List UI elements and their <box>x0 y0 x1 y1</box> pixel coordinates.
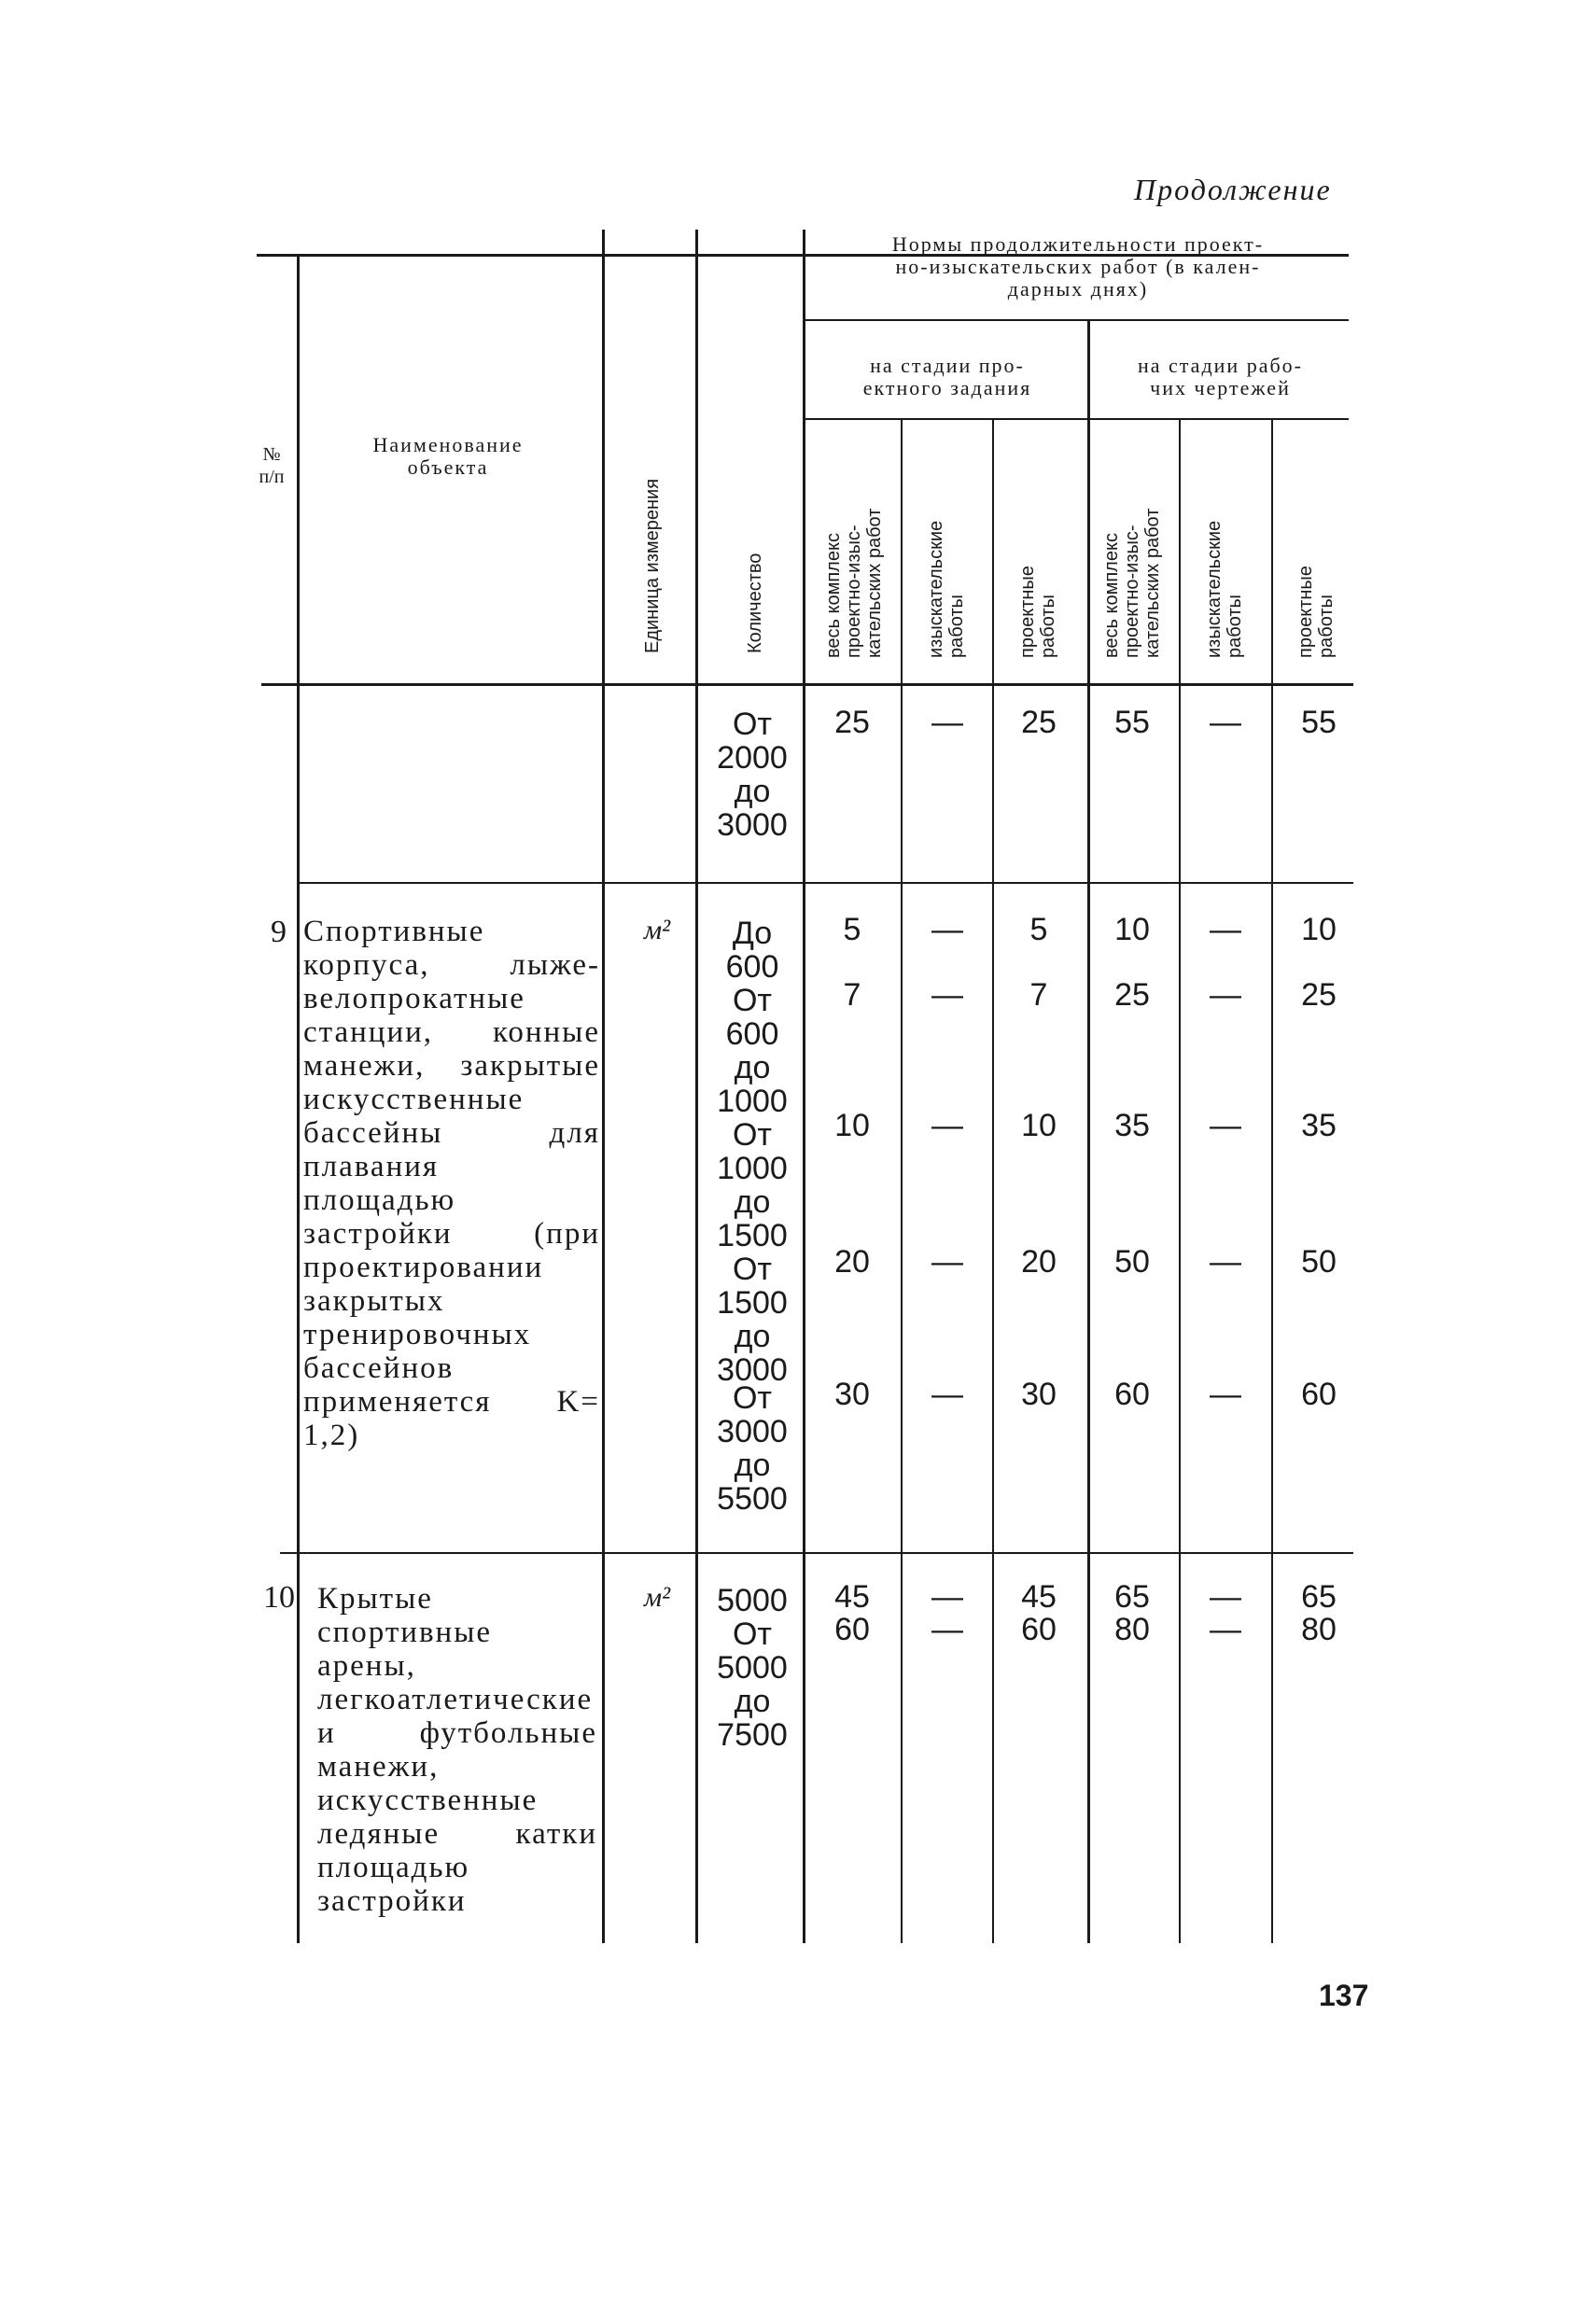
value-cell: 65 <box>1114 1579 1150 1615</box>
qty-cell: От 1500 до 3000 <box>717 1252 788 1388</box>
value-cell: 55 <box>1301 705 1337 740</box>
value-cell: 35 <box>1301 1108 1337 1143</box>
header-sub-all-2: весь комплекс проектно-изыс- кательских работ <box>1101 508 1163 658</box>
value-cell: 25 <box>1114 977 1150 1013</box>
value-cell: 60 <box>1021 1612 1057 1647</box>
value-cell: 45 <box>834 1579 870 1615</box>
value-cell: — <box>1210 912 1241 947</box>
qty-cell: До 600 <box>725 916 779 985</box>
value-cell: — <box>1210 705 1241 740</box>
value-cell: — <box>931 1244 963 1280</box>
qty-cell: От 2000 до 3000 <box>717 707 788 843</box>
value-cell: — <box>931 1579 963 1615</box>
header-sub-design-2: проектные работы <box>1295 566 1337 658</box>
value-cell: — <box>931 912 963 947</box>
value-cell: 25 <box>1301 977 1337 1013</box>
value-cell: 60 <box>834 1612 870 1647</box>
value-cell: 80 <box>1301 1612 1337 1647</box>
value-cell: 7 <box>843 977 861 1013</box>
qty-cell: От 1000 до 1500 <box>717 1117 788 1253</box>
value-cell: — <box>1210 1579 1241 1615</box>
value-cell: 55 <box>1114 705 1150 740</box>
unit-cell: м² <box>644 915 671 945</box>
value-cell: 10 <box>1021 1108 1057 1143</box>
value-cell: 65 <box>1301 1579 1337 1615</box>
value-cell: 45 <box>1021 1579 1057 1615</box>
value-cell: 25 <box>834 705 870 740</box>
unit-cell: м² <box>644 1582 671 1613</box>
qty-cell: От 3000 до 5500 <box>717 1380 788 1517</box>
value-cell: 5 <box>1029 912 1048 947</box>
value-cell: 80 <box>1114 1612 1150 1647</box>
header-stage-working: на стадии рабо- чих чертежей <box>1138 354 1303 399</box>
value-cell: 10 <box>1114 912 1150 947</box>
header-num: № п/п <box>259 444 285 487</box>
value-cell: — <box>931 705 963 740</box>
value-cell: 10 <box>1301 912 1337 947</box>
value-cell: 10 <box>834 1108 870 1143</box>
row-number: 10 <box>263 1580 295 1615</box>
header-stage-project: на стадии про- ектного задания <box>862 354 1032 399</box>
continuation-label: Продолжение <box>1134 173 1332 206</box>
value-cell: 20 <box>1021 1244 1057 1280</box>
value-cell: 7 <box>1029 977 1048 1013</box>
header-sub-survey-1: изыскательские работы <box>926 520 967 658</box>
header-unit: Единица измерения <box>642 478 663 653</box>
row-number: 9 <box>271 915 287 949</box>
value-cell: — <box>931 1108 963 1143</box>
value-cell: — <box>931 977 963 1013</box>
value-cell: 60 <box>1114 1377 1150 1412</box>
header-norms: Нормы продолжительности проект- но-изыскательских работ (в кален- дарных днях) <box>891 232 1265 301</box>
value-cell: 25 <box>1021 705 1057 740</box>
header-name: Наименование объекта <box>372 433 524 479</box>
value-cell: 60 <box>1301 1377 1337 1412</box>
header-sub-all-1: весь комплекс проектно-изыс- кательских работ <box>823 508 885 658</box>
value-cell: 20 <box>834 1244 870 1280</box>
header-sub-survey-2: изыскательские работы <box>1204 520 1245 658</box>
qty-cell: От 5000 до 7500 <box>717 1616 788 1753</box>
value-cell: — <box>1210 1612 1241 1647</box>
value-cell: 50 <box>1114 1244 1150 1280</box>
page-number: 137 <box>1319 1979 1369 2012</box>
value-cell: — <box>931 1612 963 1647</box>
header-sub-design-1: проектные работы <box>1017 566 1058 658</box>
value-cell: 50 <box>1301 1244 1337 1280</box>
value-cell: 35 <box>1114 1108 1150 1143</box>
qty-cell: От 600 до 1000 <box>717 983 788 1119</box>
value-cell: 5 <box>843 912 861 947</box>
object-name: Спортивные корпуса, лыже-велопрокатные станции, конные манежи, закрытые искусственные бассейны для плавания площадью застройки (при проектировании закрытых тренировочных бассейнов применяется K= 1,2) <box>303 915 600 1452</box>
value-cell: — <box>931 1377 963 1412</box>
value-cell: 30 <box>834 1377 870 1412</box>
object-name: Крытые спортивные арены, легкоатлетические и футбольные манежи, искусственные ледяные катки площадью застройки <box>317 1582 597 1918</box>
value-cell: — <box>1210 977 1241 1013</box>
qty-cell: 5000 <box>717 1583 788 1618</box>
value-cell: — <box>1210 1377 1241 1412</box>
value-cell: — <box>1210 1108 1241 1143</box>
value-cell: 30 <box>1021 1377 1057 1412</box>
value-cell: — <box>1210 1244 1241 1280</box>
header-qty: Количество <box>745 553 765 653</box>
